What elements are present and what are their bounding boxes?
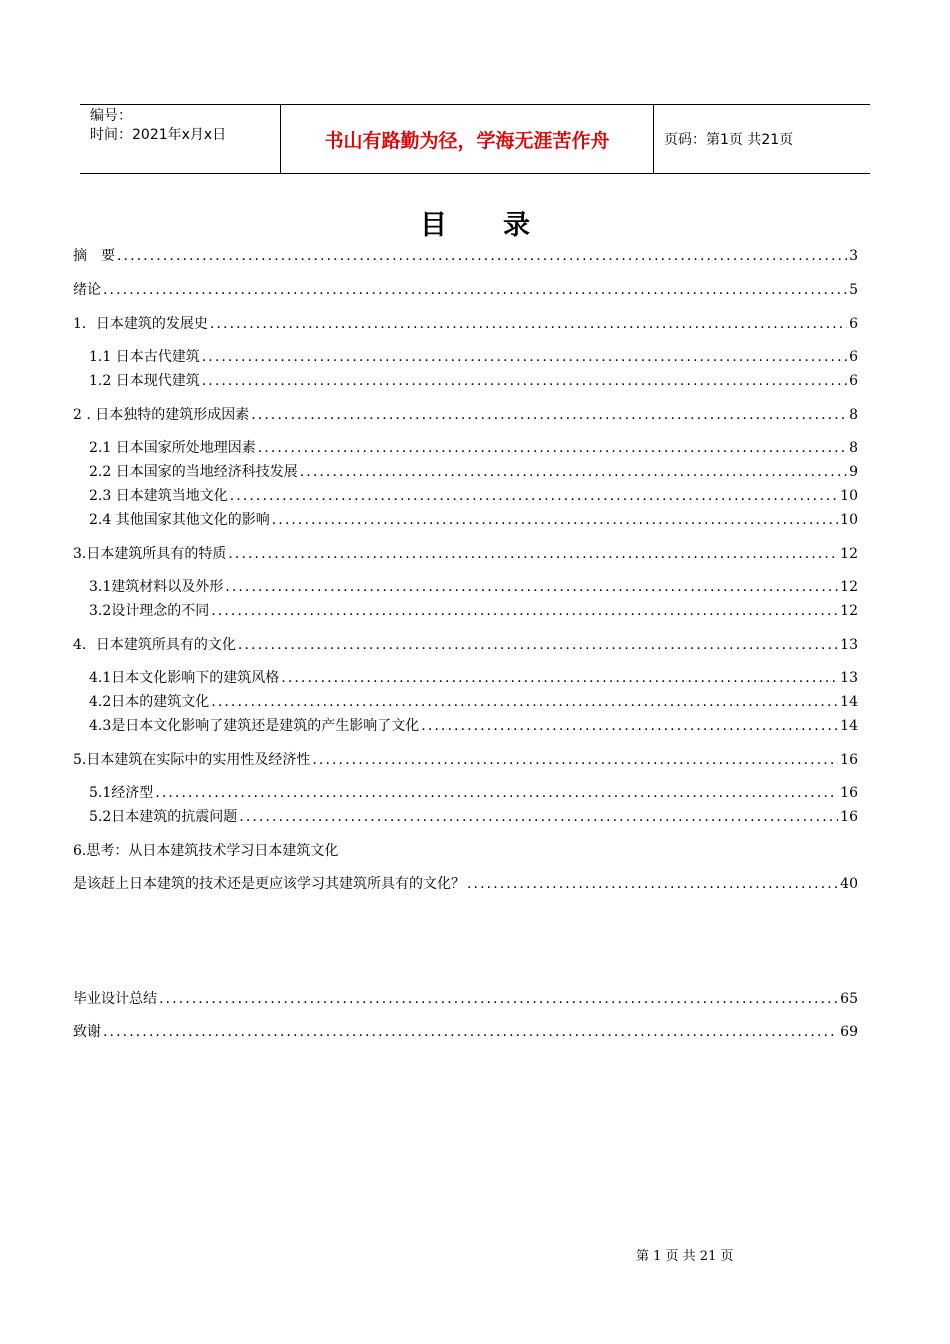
time-label: 时间：2021年x月x日 [90,127,227,143]
toc-entry[interactable]: 4.1日本文化影响下的建筑风格 ..... 13 [89,668,858,688]
toc-entry[interactable]: 3.2设计理念的不同 ..... 12 [89,601,858,621]
toc-entry[interactable]: 1．日本建筑的发展史 ..... 6 [73,314,858,334]
toc-entry[interactable]: 5.日本建筑在实际中的实用性及经济性 ..... 16 [73,750,858,770]
toc-entry[interactable]: 4.3是日本文化影响了建筑还是建筑的产生影响了文化 ..... 14 [89,716,858,736]
toc-entry[interactable]: 1.2 日本现代建筑 ..... 6 [89,371,858,391]
toc-entry[interactable]: 毕业设计总结 ..... 65 [73,989,858,1009]
toc-entry[interactable]: 2.2 日本国家的当地经济科技发展 ..... 9 [89,462,858,482]
toc-entry-heading[interactable]: 6.思考：从日本建筑技术学习日本建筑文化 [73,843,339,859]
toc-entry[interactable]: 4．日本建筑所具有的文化 ..... 13 [73,635,858,655]
page-title: 目录 [420,210,586,241]
toc-entry[interactable]: 是该赶上日本建筑的技术还是更应该学习其建筑所具有的文化？ ..... 40 [73,874,858,894]
toc-entry[interactable]: 2.4 其他国家其他文化的影响 ..... 10 [89,510,858,530]
footer-page-number: 第 1 页 共 21 页 [636,1249,734,1264]
toc-entry[interactable]: 2.1 日本国家所处地理因素 ..... 8 [89,438,858,458]
header-motto: 书山有路勤为径，学海无涯苦作舟 [280,105,654,173]
toc-entry[interactable]: 5.1经济型 ..... 16 [89,783,858,803]
document-header [80,104,870,174]
header-page-info: 页码：第1页 共21页 [664,132,794,148]
toc-entry[interactable]: 摘 要 ..... 3 [73,246,858,266]
header-info-cell [80,105,280,173]
toc-entry[interactable]: 3.1建筑材料以及外形 ..... 12 [89,577,858,597]
toc-entry[interactable]: 3.日本建筑所具有的特质 ..... 12 [73,544,858,564]
toc-entry[interactable]: 2 . 日本独特的建筑形成因素 ..... 8 [73,405,858,425]
toc-entry[interactable]: 绪论 ..... 5 [73,280,858,300]
toc-entry[interactable]: 1.1 日本古代建筑 ..... 6 [89,347,858,367]
toc-entry[interactable]: 5.2日本建筑的抗震问题 ..... 16 [89,807,858,827]
toc-entry[interactable]: 4.2日本的建筑文化 ..... 14 [89,692,858,712]
code-label: 编号： [90,108,132,124]
toc-entry[interactable]: 2.3 日本建筑当地文化 ..... 10 [89,486,858,506]
toc-entry[interactable]: 致谢 ..... 69 [73,1022,858,1042]
